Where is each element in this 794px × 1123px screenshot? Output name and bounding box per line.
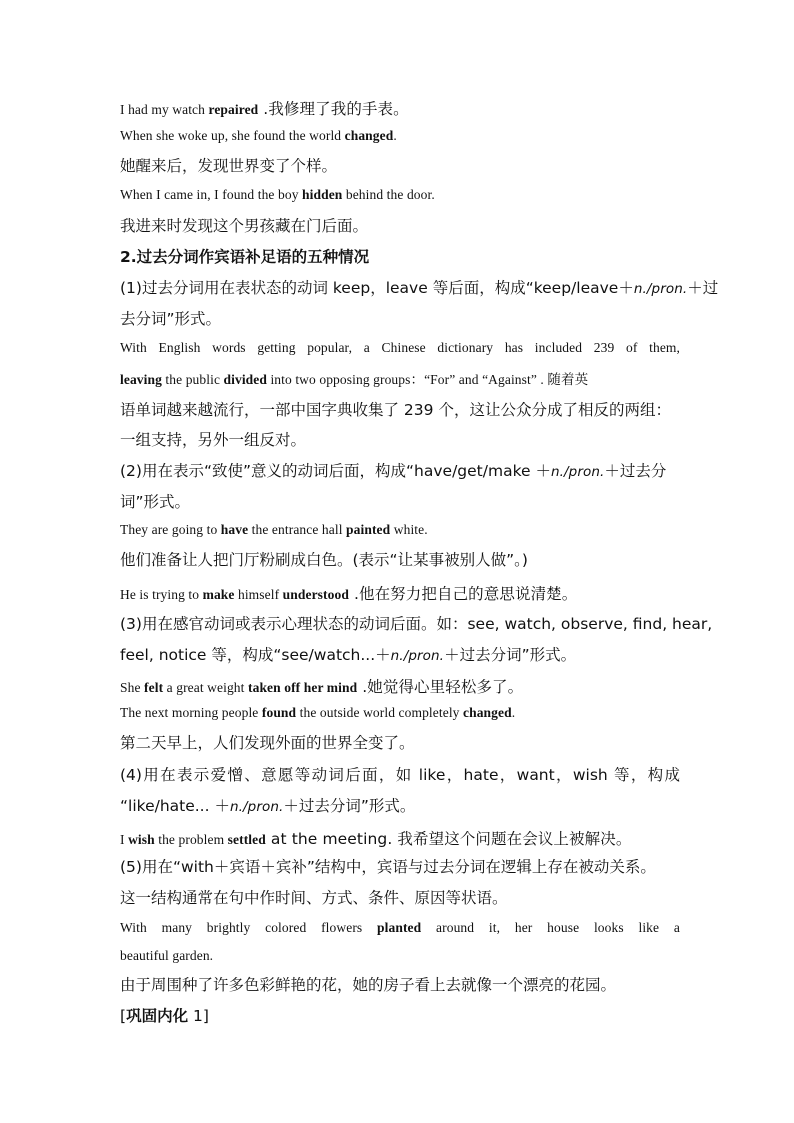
rule-text: (4)用在表示爱憎、意愿等动词后面，如 like，hate，want，wish 等，构成 [120, 766, 680, 784]
example-sentence: The next morning people found the outside world completely changed. [120, 705, 516, 720]
example-sentence: I had my watch repaired .我修理了我的手表。 [120, 100, 409, 118]
exercise-heading: [巩固内化 1] [120, 1007, 209, 1025]
rule-text: (2)用在表示“致使”意义的动词后面，构成“have/get/make ＋n./pron.＋过去分 [120, 462, 667, 480]
example-sentence: With English words getting popular, a Chinese dictionary has included 239 of them, [120, 340, 680, 355]
example-sentence: He is trying to make himself understood .他在努力把自己的意思说清楚。 [120, 585, 578, 603]
rule-text: 去分词”形式。 [120, 310, 222, 328]
example-sentence: leaving the public divided into two opposing groups：“For” and “Against” . 随着英 [120, 372, 589, 387]
example-sentence: When she woke up, she found the world changed. [120, 128, 397, 143]
rule-text: (3)用在感官动词或表示心理状态的动词后面。如：see, watch, observe, find, hear, [120, 615, 713, 633]
example-sentence: With many brightly colored flowers planted around it, her house looks like a [120, 920, 680, 935]
translation: 我进来时发现这个男孩藏在门后面。 [120, 217, 369, 235]
translation: 语单词越来越流行，一部中国字典收集了 239 个，这让公众分成了相反的两组： [120, 401, 671, 419]
rule-text: “like/hate... ＋n./pron.＋过去分词”形式。 [120, 797, 416, 815]
rule-text: feel, notice 等，构成“see/watch...＋n./pron.＋过去分词”形式。 [120, 646, 577, 664]
translation: 由于周围种了许多色彩鲜艳的花，她的房子看上去就像一个漂亮的花园。 [120, 976, 617, 994]
rule-text: 这一结构通常在句中作时间、方式、条件、原因等状语。 [120, 889, 508, 907]
translation: 第二天早上，人们发现外面的世界全变了。 [120, 734, 415, 752]
example-sentence: She felt a great weight taken off her mind .她觉得心里轻松多了。 [120, 678, 524, 696]
example-sentence: beautiful garden. [120, 948, 214, 963]
translation: 她醒来后，发现世界变了个样。 [120, 157, 338, 175]
rule-text: 词”形式。 [120, 493, 191, 511]
example-sentence: When I came in, I found the boy hidden behind the door. [120, 187, 435, 202]
translation: 他们准备让人把门厅粉刷成白色。(表示“让某事被别人做”。) [120, 551, 528, 569]
rule-text: (1)过去分词用在表状态的动词 keep，leave 等后面，构成“keep/leave＋n./pron.＋过 [120, 279, 719, 297]
example-sentence: I wish the problem settled at the meeting. 我希望这个问题在会议上被解决。 [120, 830, 632, 848]
rule-text: (5)用在“with＋宾语＋宾补”结构中，宾语与过去分词在逻辑上存在被动关系。 [120, 858, 656, 876]
section-heading: 2.过去分词作宾语补足语的五种情况 [120, 248, 370, 266]
translation: 一组支持，另外一组反对。 [120, 431, 307, 449]
example-sentence: They are going to have the entrance hall painted white. [120, 522, 428, 537]
